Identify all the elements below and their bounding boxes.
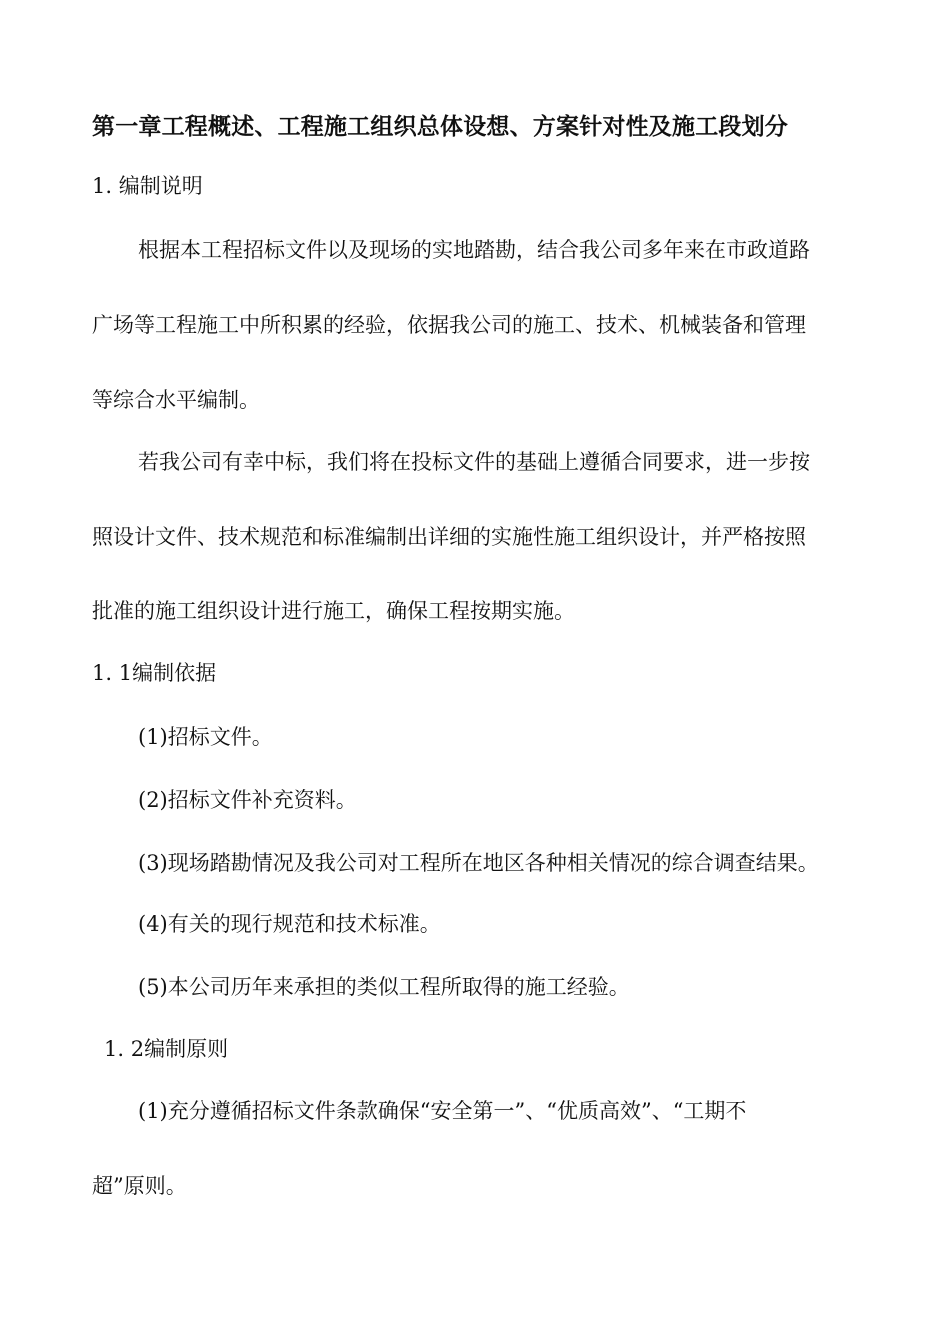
list-item: (3)现场踏勘情况及我公司对工程所在地区各种相关情况的综合调查结果。 [138, 851, 819, 875]
paragraph-line: 批准的施工组织设计进行施工，确保工程按期实施。 [92, 599, 575, 623]
paragraph-line: 广场等工程施工中所积累的经验，依据我公司的施工、技术、机械装备和管理 [92, 313, 806, 337]
paragraph-line: (1)充分遵循招标文件条款确保“安全第一”、“优质高效”、“工期不 [138, 1099, 747, 1123]
paragraph-line: 等综合水平编制。 [92, 388, 260, 412]
list-item: (1)招标文件。 [138, 725, 273, 749]
paragraph-line: 照设计文件、技术规范和标准编制出详细的实施性施工组织设计，并严格按照 [92, 525, 806, 549]
section-heading-1: 1. 编制说明 [92, 174, 203, 198]
chapter-title: 第一章工程概述、工程施工组织总体设想、方案针对性及施工段划分 [92, 113, 788, 140]
list-item: (2)招标文件补充资料。 [138, 788, 357, 812]
section-heading-1-1: 1. 1编制依据 [92, 661, 217, 685]
paragraph-line: 若我公司有幸中标，我们将在投标文件的基础上遵循合同要求，进一步按 [138, 450, 810, 474]
paragraph-line: 超”原则。 [92, 1174, 187, 1198]
section-heading-1-2: 1. 2编制原则 [104, 1037, 229, 1061]
list-item: (5)本公司历年来承担的类似工程所取得的施工经验。 [138, 975, 630, 999]
paragraph-line: 根据本工程招标文件以及现场的实地踏勘，结合我公司多年来在市政道路 [138, 238, 810, 262]
list-item: (4)有关的现行规范和技术标准。 [138, 912, 441, 936]
